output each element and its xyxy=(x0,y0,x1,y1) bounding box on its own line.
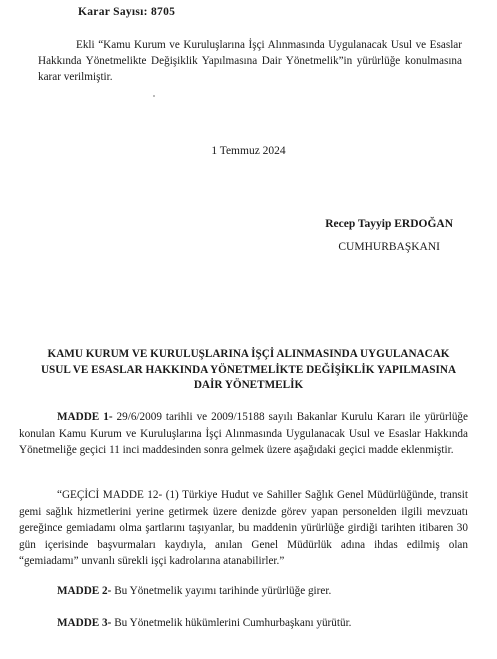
decree-number-label: Karar Sayısı: xyxy=(78,6,148,18)
article-3-text: Bu Yönetmelik hükümlerini Cumhurbaşkanı yürütür. xyxy=(111,617,352,629)
decree-number xyxy=(78,6,175,18)
article-2-label: MADDE 2- xyxy=(57,585,112,597)
article-2-text: Bu Yönetmelik yayımı tarihinde yürürlüğe girer. xyxy=(111,585,332,597)
article-3-label: MADDE 3- xyxy=(57,617,112,629)
scan-speck xyxy=(153,95,155,97)
provisional-article-12 xyxy=(19,487,468,570)
signer-name: Recep Tayyip ERDOĞAN xyxy=(325,218,453,230)
article-3 xyxy=(19,615,468,632)
regulation-title xyxy=(20,347,477,394)
decree-number-value: 8705 xyxy=(151,6,176,18)
regulation-title-line-2: USUL VE ESASLAR HAKKINDA YÖNETMELİKTE DEĞİŞİKLİK YAPILMASINA xyxy=(40,363,457,376)
article-1-label: MADDE 1- xyxy=(57,411,113,423)
regulation-title-line-1: KAMU KURUM VE KURULUŞLARINA İŞÇİ ALINMASINDA UYGULANACAK xyxy=(47,348,450,360)
article-1 xyxy=(19,409,468,459)
article-1-text: 29/6/2009 tarihli ve 2009/15188 sayılı Bakanlar Kurulu Kararı ile yürürlüğe konulan Kamu Kurum ve Kuruluşlarına İşçi Alınmasında Uygulanacak Usul ve Esaslar Hakkında Yönetmeliğe geçici 11 inci maddesinden sonra gelmek üzere aşağıdaki geçici madde eklenmiştir. xyxy=(19,411,468,456)
signer-title: CUMHURBAŞKANI xyxy=(338,241,440,253)
article-2 xyxy=(19,583,468,600)
provisional-article-12-text: “GEÇİCİ MADDE 12- (1) Türkiye Hudut ve Sahiller Sağlık Genel Müdürlüğünde, transit gemi sağlık hizmetlerini yerine getirmek üzere denizde görev yapan personelden ilgili mevzuatı gereğince gemiadamı olma şartlarını taşıyanlar, bu maddenin yürürlüğe girdiği tarihten itibaren 30 gün içerisinde başvurmaları kaydıyla, anılan Genel Müdürlük adına ihdas edilmiş olan “gemiadamı” unvanlı sürekli işçi kadrolarına atanabilirler.” xyxy=(19,489,468,567)
regulation-title-line-3: DAİR YÖNETMELİK xyxy=(193,379,304,391)
intro-paragraph: Ekli “Kamu Kurum ve Kuruluşlarına İşçi Alınmasında Uygulanacak Usul ve Esaslar Hakkında Yönetmelikte Değişiklik Yapılmasına Dair Yönetmelik”in yürürlüğe konulmasına karar verilmiştir. xyxy=(38,39,462,83)
decree-date: 1 Temmuz 2024 xyxy=(211,145,286,157)
